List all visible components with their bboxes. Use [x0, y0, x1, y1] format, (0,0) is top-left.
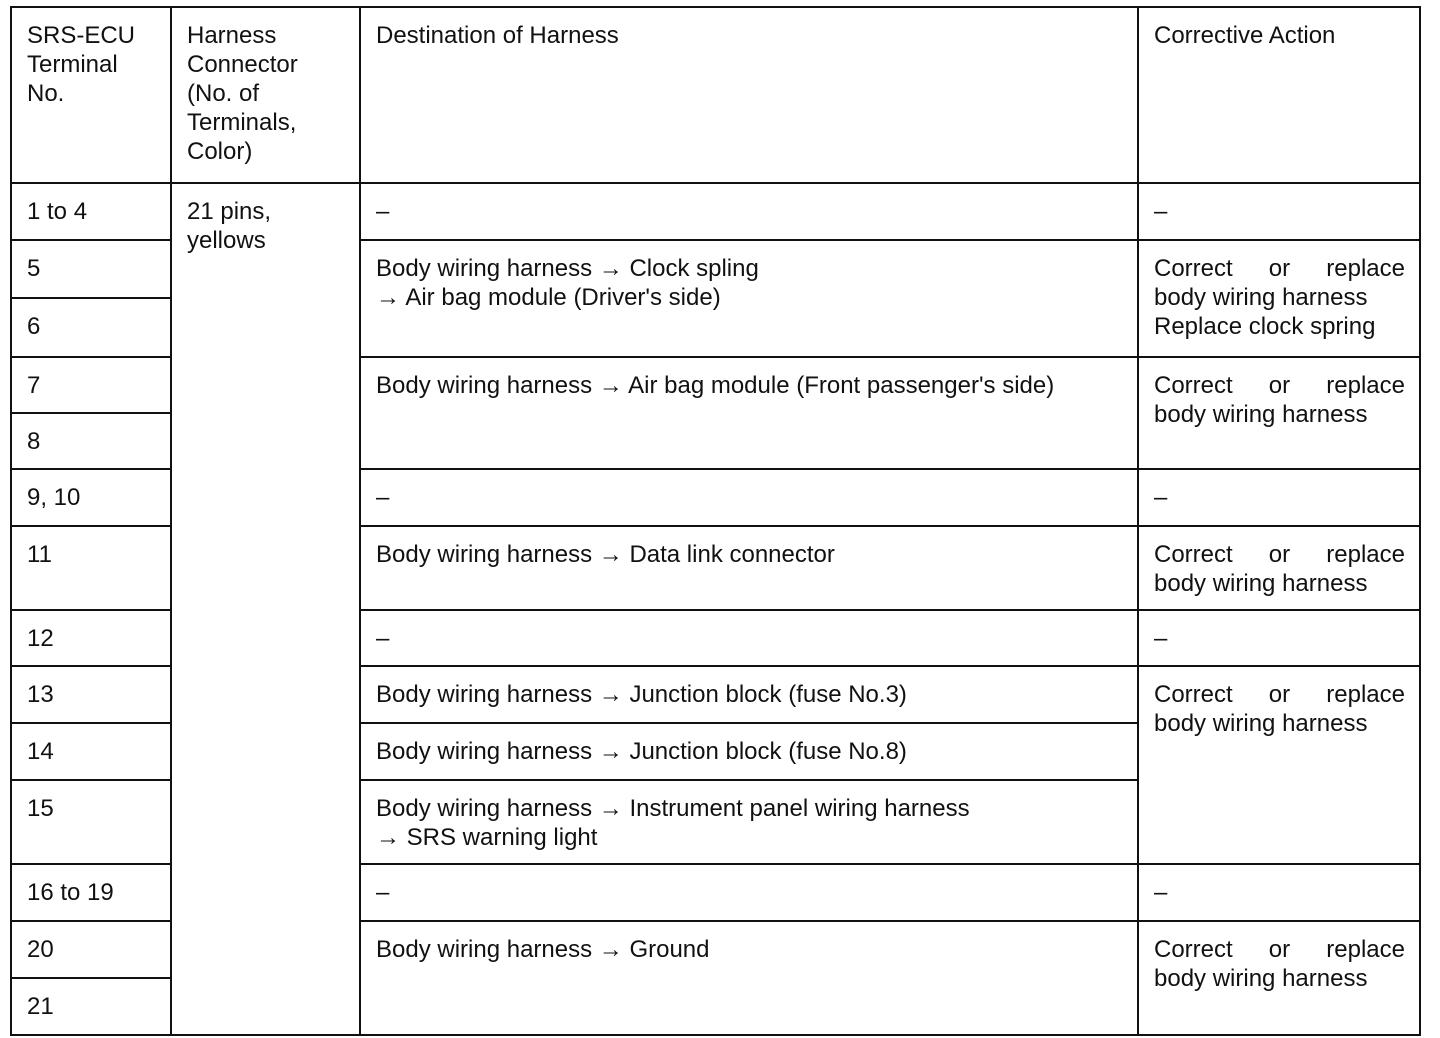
destination-line: Body wiring harness → Instrument panel wiring harness [376, 795, 970, 822]
connector-line: yellows [187, 227, 266, 254]
action-line: body wiring harness [1154, 401, 1368, 428]
destination-line: Body wiring harness → Clock spling [376, 255, 759, 282]
action-cell: – [1138, 864, 1420, 921]
terminal-cell: 9, 10 [11, 469, 171, 526]
srs-terminal-table [10, 6, 1421, 1036]
action-line: Correct or replace [1154, 372, 1405, 399]
action-cell [1138, 357, 1420, 469]
destination-cell: – [360, 610, 1138, 666]
destination-cell [360, 780, 1138, 864]
action-cell [1138, 526, 1420, 610]
terminal-cell: 7 [11, 357, 171, 413]
action-cell: – [1138, 610, 1420, 666]
header-connector-line: (No. of [187, 80, 260, 107]
destination-cell: Body wiring harness → Junction block (fuse No.3) [360, 666, 1138, 723]
destination-cell: – [360, 183, 1138, 240]
terminal-cell: 5 [11, 240, 171, 298]
terminal-cell: 1 to 4 [11, 183, 171, 240]
terminal-cell: 21 [11, 978, 171, 1035]
terminal-cell: 11 [11, 526, 171, 610]
header-connector-line: Harness [187, 22, 277, 49]
header-action: Corrective Action [1138, 7, 1420, 183]
action-line: Correct or replace [1154, 541, 1405, 568]
header-connector-line: Connector [187, 51, 298, 78]
action-line: body wiring harness [1154, 570, 1368, 597]
action-cell [1138, 666, 1420, 864]
terminal-cell: 12 [11, 610, 171, 666]
action-line: Correct or replace [1154, 936, 1405, 963]
action-line: body wiring harness [1154, 284, 1368, 311]
destination-cell: Body wiring harness → Ground [360, 921, 1138, 1035]
terminal-cell: 20 [11, 921, 171, 978]
action-line: body wiring harness [1154, 710, 1368, 737]
action-line: Replace clock spring [1154, 313, 1376, 340]
header-connector [171, 7, 360, 183]
destination-cell: – [360, 469, 1138, 526]
action-line: body wiring harness [1154, 965, 1368, 992]
header-connector-line: Color) [187, 138, 253, 165]
action-cell: – [1138, 183, 1420, 240]
destination-cell [360, 240, 1138, 357]
connector-line: 21 pins, [187, 198, 272, 225]
terminal-cell: 8 [11, 413, 171, 469]
destination-cell: Body wiring harness → Junction block (fuse No.8) [360, 723, 1138, 780]
header-row [11, 7, 1420, 183]
header-terminal-line: No. [27, 80, 65, 107]
destination-line: → Air bag module (Driver's side) [376, 284, 721, 311]
destination-cell: – [360, 864, 1138, 921]
destination-cell: Body wiring harness → Air bag module (Front passenger's side) [360, 357, 1138, 469]
destination-cell: Body wiring harness → Data link connector [360, 526, 1138, 610]
table-row [11, 183, 1420, 240]
terminal-cell: 15 [11, 780, 171, 864]
header-connector-line: Terminals, [187, 109, 297, 136]
header-destination: Destination of Harness [360, 7, 1138, 183]
terminal-cell: 13 [11, 666, 171, 723]
action-line: Correct or replace [1154, 681, 1405, 708]
terminal-cell: 14 [11, 723, 171, 780]
terminal-cell: 16 to 19 [11, 864, 171, 921]
header-terminal-line: Terminal [27, 51, 118, 78]
connector-cell [171, 183, 360, 1035]
action-cell: – [1138, 469, 1420, 526]
action-line: Correct or replace [1154, 255, 1405, 282]
destination-line: → SRS warning light [376, 824, 598, 851]
terminal-cell: 6 [11, 298, 171, 357]
action-cell [1138, 240, 1420, 357]
action-cell [1138, 921, 1420, 1035]
header-terminal-line: SRS-ECU [27, 22, 136, 49]
header-terminal [11, 7, 171, 183]
